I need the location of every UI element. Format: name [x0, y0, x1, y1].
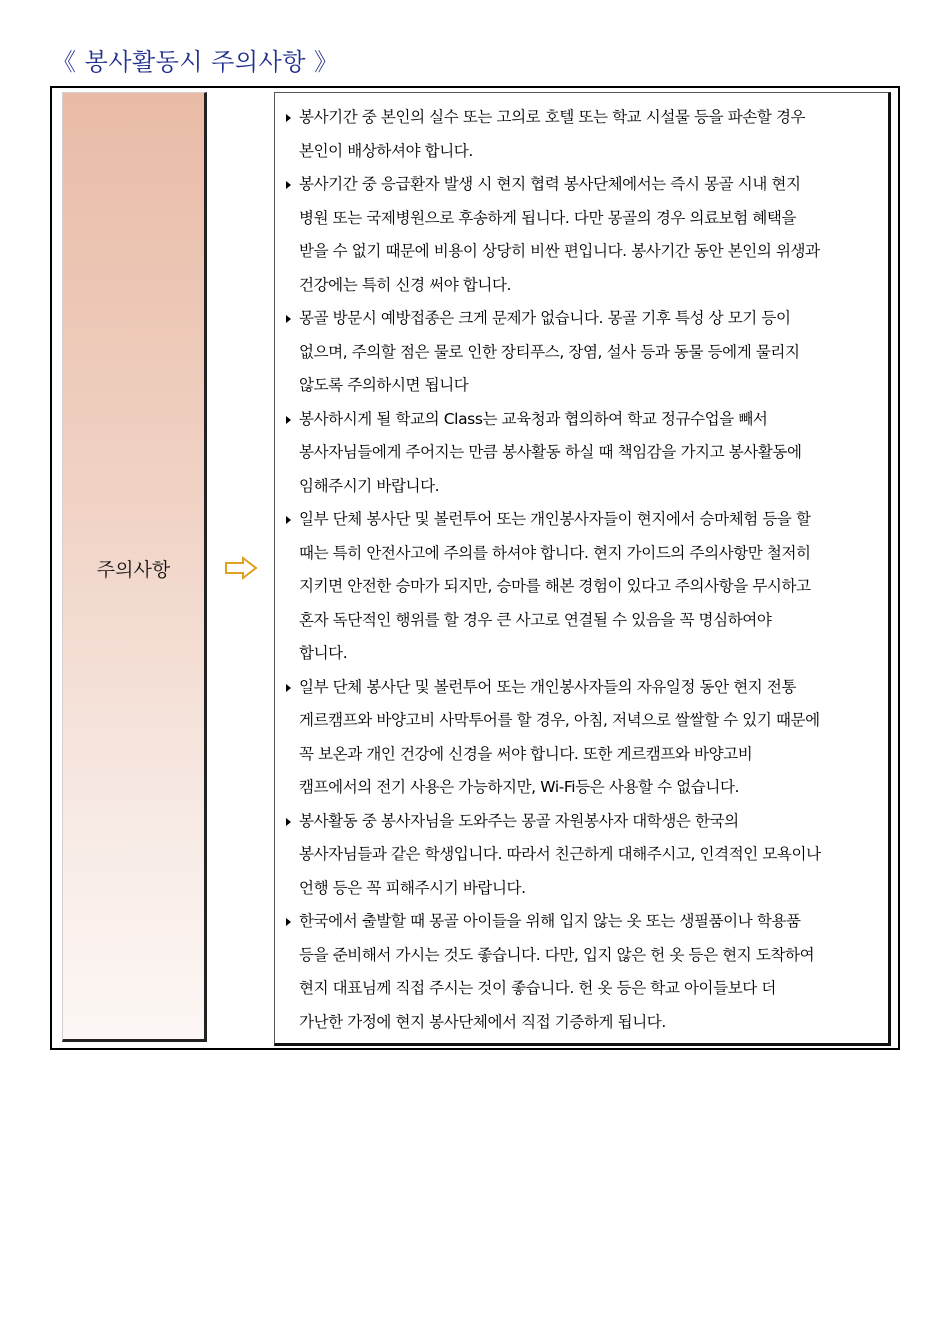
page-title: 《 봉사활동시 주의사항 》 [52, 48, 339, 76]
notice-line: 한국에서 출발할 때 몽골 아이들을 위해 입지 않는 옷 또는 생필품이나 학용품 [299, 912, 801, 930]
triangle-bullet-icon [286, 181, 291, 189]
notice-line: 꼭 보온과 개인 건강에 신경을 써야 합니다. 또한 게르캠프와 바양고비 [299, 744, 753, 763]
triangle-bullet-icon [286, 918, 291, 926]
notice-line: 봉사기간 중 본인의 실수 또는 고의로 호텔 또는 학교 시설물 등을 파손할 경우 [299, 108, 806, 126]
notice-content-cell [274, 92, 891, 1046]
notice-item [283, 503, 882, 671]
notice-item [283, 671, 882, 805]
notice-line: 현지 대표님께 직접 주시는 것이 좋습니다. 헌 옷 등은 학교 아이들보다 더 [299, 979, 776, 997]
notice-line: 몽골 방문시 예방접종은 크게 문제가 없습니다. 몽골 기후 특성 상 모기 등이 [299, 309, 791, 327]
triangle-bullet-icon [286, 114, 291, 122]
notice-line: 봉사활동 중 봉사자님을 도와주는 몽골 자원봉사자 대학생은 한국의 [299, 811, 739, 830]
notice-line: 일부 단체 봉사단 및 볼런투어 또는 개인봉사자들이 현지에서 승마체험 등을 할 [299, 510, 811, 528]
notice-line: 봉사하시게 될 학교의 Class는 교육청과 협의하여 학교 정규수업을 빼서 [299, 409, 768, 428]
notice-line: 합니다. [299, 644, 348, 662]
triangle-bullet-icon [286, 315, 291, 323]
notice-line: 게르캠프와 바양고비 사막투어를 할 경우, 아침, 저녁으로 쌀쌀할 수 있기 때문에 [299, 711, 820, 729]
notice-line: 봉사자님들과 같은 학생입니다. 따라서 친근하게 대해주시고, 인격적인 모욕이나 [299, 845, 821, 863]
notice-item [283, 403, 882, 504]
notice-item [283, 168, 882, 302]
notice-line: 봉사자님들에게 주어지는 만큼 봉사활동 하실 때 책임감을 가지고 봉사활동에 [299, 443, 802, 461]
notice-line: 일부 단체 봉사단 및 볼런투어 또는 개인봉사자들의 자유일정 동안 현지 전통 [299, 677, 797, 696]
notice-item [283, 805, 882, 906]
notice-line: 건강에는 특히 신경 써야 합니다. [299, 275, 512, 294]
notice-item [283, 302, 882, 403]
notice-item [283, 905, 882, 1039]
triangle-bullet-icon [286, 684, 291, 692]
notice-line: 캠프에서의 전기 사용은 가능하지만, Wi-Fi등은 사용할 수 없습니다. [299, 778, 740, 796]
notice-line: 등을 준비해서 가시는 것도 좋습니다. 다만, 입지 않은 헌 옷 등은 현지 도착하여 [299, 945, 815, 964]
section-label: 주의사항 [96, 559, 171, 581]
triangle-bullet-icon [286, 516, 291, 524]
notice-line: 않도록 주의하시면 됩니다 [299, 376, 469, 394]
hollow-right-arrow-icon [224, 556, 258, 580]
notice-list [275, 93, 888, 1039]
notice-line: 본인이 배상하셔야 합니다. [299, 141, 473, 160]
triangle-bullet-icon [286, 416, 291, 424]
notice-line: 지키면 안전한 승마가 되지만, 승마를 해본 경험이 있다고 주의사항을 무시하고 [299, 577, 811, 595]
notice-line: 가난한 가정에 현지 봉사단체에서 직접 기증하게 됩니다. [299, 1012, 666, 1031]
triangle-bullet-icon [286, 818, 291, 826]
notice-line: 받을 수 없기 때문에 비용이 상당히 비싼 편입니다. 봉사기간 동안 본인의 위생과 [299, 242, 820, 260]
notice-line: 병원 또는 국제병원으로 후송하게 됩니다. 다만 몽골의 경우 의료보험 혜택을 [299, 208, 797, 227]
notice-line: 때는 특히 안전사고에 주의를 하셔야 합니다. 현지 가이드의 주의사항만 철저히 [299, 543, 811, 562]
notice-line: 봉사기간 중 응급환자 발생 시 현지 협력 봉사단체에서는 즉시 몽골 시내 현지 [299, 175, 801, 193]
notice-line: 임해주시기 바랍니다. [299, 476, 440, 495]
section-label-cell [62, 92, 207, 1042]
notice-line: 언행 등은 꼭 피해주시기 바랍니다. [299, 878, 526, 897]
notice-item [283, 101, 882, 168]
notice-line: 혼자 독단적인 행위를 할 경우 큰 사고로 연결될 수 있음을 꼭 명심하여야 [299, 610, 772, 629]
notice-line: 없으며, 주의할 점은 물로 인한 장티푸스, 장염, 설사 등과 동물 등에게 물리지 [299, 342, 800, 361]
